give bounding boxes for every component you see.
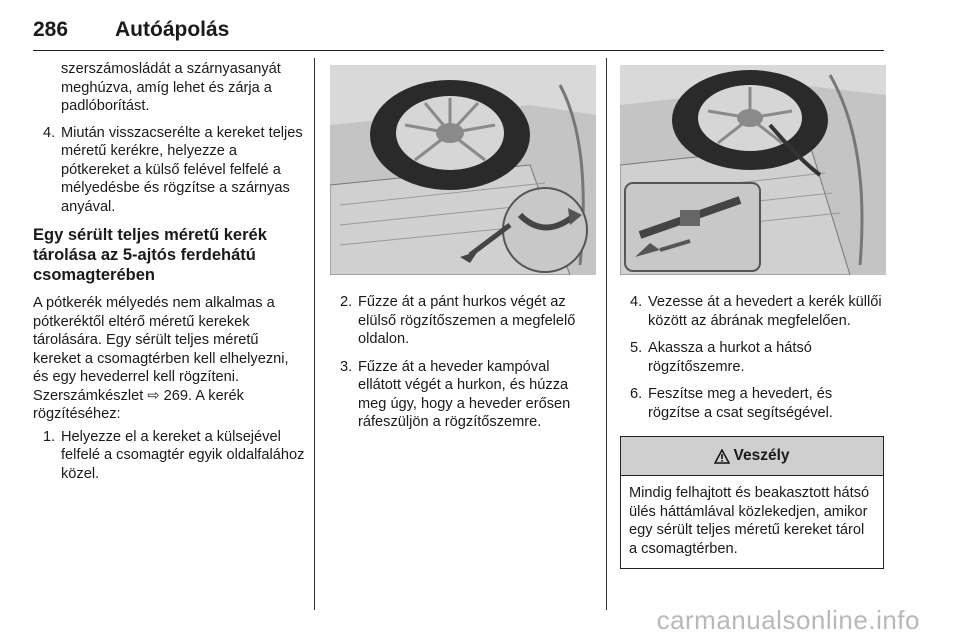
danger-box — [620, 436, 884, 569]
continued-text: szerszámosládát a szárnyasanyát meghúzva, amíg lehet és zárja a padlóborítást. — [61, 61, 281, 114]
step-item — [330, 358, 596, 432]
step-text: Vezesse át a hevedert a kerék küllői között az ábrának megfelelően. — [648, 294, 882, 329]
warning-triangle-icon — [714, 449, 730, 464]
step-text: Feszítse meg a hevedert, és rögzítse a csat segítségével. — [648, 386, 833, 421]
page-number: 286 — [33, 18, 69, 41]
column-right — [620, 65, 886, 569]
step-text: Fűzze át a heveder kampóval ellátott végét a hurkon, és húzza meg úgy, hogy a heveder erősen ráfeszüljön a rögzítőszemre. — [358, 358, 571, 430]
danger-header — [621, 437, 883, 476]
step-text: Miután visszacserélte a kereket teljes méretű kerékre, helyezze a pótkereket a külső felével felfelé a mélyedésbe és rögzítse a szárnyas anyával. — [61, 124, 303, 215]
subheading: Egy sérült teljes méretű kerék tárolása az 5-ajtós ferdehátú csomagterében — [33, 226, 267, 284]
step-item — [620, 293, 886, 330]
step-number: 6. — [630, 386, 643, 402]
step-text: Akassza a hurkot a hátsó rögzítőszemre. — [648, 340, 812, 375]
illustration-strap-through-spokes — [620, 65, 886, 275]
body-paragraph: A pótkerék mélyedés nem alkalmas a pótkeréktől eltérő méretű kerekek tárolására. Egy sérült teljes méretű kereket a csomagtérben kell elhelyezni, és egy hevederrel kell rögzíteni. Szerszámkészlet ⇨ 269. A kerék rögzítéséhez: — [33, 295, 289, 422]
step-number: 5. — [630, 340, 643, 356]
step-number: 4. — [630, 294, 643, 310]
column-divider — [314, 58, 315, 610]
step-item — [33, 428, 305, 484]
page-header — [33, 6, 884, 51]
step-number: 2. — [340, 294, 353, 310]
column-divider — [606, 58, 607, 610]
step-item — [620, 385, 886, 422]
danger-text: Mindig felhajtott és beakasztott hátsó ülés háttámlával közlekedjen, amikor egy sérült teljes méretű kereket tárol a csomagtérben. — [629, 485, 870, 557]
step-number: 4. — [43, 124, 56, 141]
column-middle — [330, 65, 596, 441]
section-title: Autóápolás — [115, 18, 230, 41]
step-number: 1. — [43, 428, 56, 445]
column-left — [33, 60, 305, 492]
step-item — [330, 293, 596, 349]
step-item — [620, 339, 886, 376]
step-number: 3. — [340, 358, 353, 375]
danger-title: Veszély — [733, 447, 790, 464]
watermark: carmanualsonline.info — [656, 605, 920, 635]
step-text: Helyezze el a kereket a külsejével felfelé a csomagtér egyik oldalfalához közel. — [61, 428, 305, 482]
illustration-strap-loop — [330, 65, 596, 275]
step-item — [33, 124, 305, 217]
step-text: Fűzze át a pánt hurkos végét az elülső rögzítőszemen a megfelelő oldalon. — [358, 294, 576, 347]
